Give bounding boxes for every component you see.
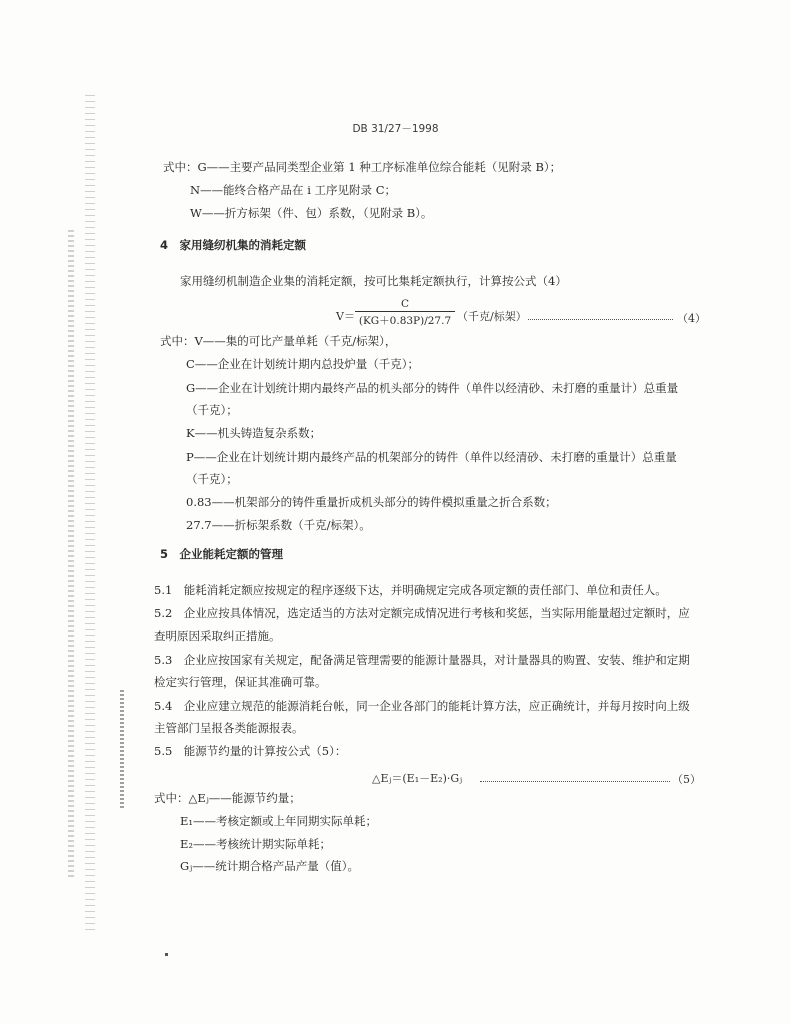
formula-definition-line: W——折方标架（件、包）系数，（见附录 B）。 xyxy=(190,206,433,220)
section-heading: 4 家用缝纫机集的消耗定额 xyxy=(160,238,307,252)
formula-definition-line: E₁——考核定额或上年同期实际单耗； xyxy=(180,814,378,828)
formula-expression: △Eⱼ＝(E₁－E₂)·Gⱼ xyxy=(372,772,463,785)
formula-definition-line: （千克）； xyxy=(186,472,238,486)
formula-unit: （千克/标架） xyxy=(457,310,527,323)
clause-line: 检定实行管理，保证其准确可靠。 xyxy=(154,675,327,689)
formula-denominator: (KG＋0.83P)/27.7 xyxy=(358,315,452,327)
scan-speck xyxy=(165,953,168,956)
binding-edge-noise xyxy=(85,95,95,935)
leader-dots xyxy=(480,780,670,782)
clause-line: 5.3 企业应按国家有关规定，配备满足管理需要的能源计量器具，对计量器具的购置、安装、维护和定期 xyxy=(154,653,690,667)
clause-line: 5.1 能耗消耗定额应按规定的程序逐级下达，并明确规定完成各项定额的责任部门、单位和责任人。 xyxy=(154,583,667,597)
paragraph: 家用缝纫机制造企业集的消耗定额，按可比集耗定额执行，计算按公式（4） xyxy=(180,274,567,288)
formula-definition-line: （千克）； xyxy=(186,403,238,417)
formula-definition-line: 式中：G——主要产品同类型企业第 1 种工序标准单位综合能耗（见附录 B）； xyxy=(163,160,562,174)
formula-definition-line: G——企业在计划统计期内最终产品的机头部分的铸件（单件以经清砂、未打磨的重量计）总重量 xyxy=(186,381,679,395)
formula-definition-line: 0.83——机架部分的铸件重量折成机头部分的铸件模拟重量之折合系数； xyxy=(186,495,557,509)
clause-line: 查明原因采取纠正措施。 xyxy=(154,629,281,643)
formula-number: （4） xyxy=(677,312,706,325)
formula-definition-line: K——机头铸造复杂系数； xyxy=(186,426,322,440)
formula-lhs: V＝ xyxy=(336,310,355,323)
clause-line: 5.5 能源节约量的计算按公式（5）： xyxy=(154,744,347,758)
clause-line: 5.4 企业应建立规范的能源消耗台帐，同一企业各部门的能耗计算方法，应正确统计，并每月按时向上级 xyxy=(154,699,690,713)
binding-edge-noise xyxy=(120,690,124,810)
formula-definition-line: 27.7——折标架系数（千克/标架）。 xyxy=(186,518,371,532)
formula-number: （5） xyxy=(672,773,701,786)
formula-definition-line: N——能终合格产品在 i 工序见附录 C； xyxy=(190,183,397,197)
formula-definition-line: E₂——考核统计期实际单耗； xyxy=(180,837,332,851)
clause-line: 5.2 企业应按具体情况，选定适当的方法对定额完成情况进行考核和奖惩，当实际用能量超过定额时，应 xyxy=(154,606,690,620)
formula-definition-line: C——企业在计划统计期内总投炉量（千克）； xyxy=(186,357,420,371)
formula-numerator: C xyxy=(355,298,455,312)
binding-edge-noise xyxy=(68,230,74,880)
document-code-header: DB 31/27－1998 xyxy=(352,123,439,135)
formula-definition-line: P——企业在计划统计期内最终产品的机架部分的铸件（单件以经清砂、未打磨的重量计）总重量 xyxy=(186,450,677,464)
leader-dots xyxy=(528,318,673,320)
formula-fraction xyxy=(355,298,455,328)
clause-line: 主管部门呈报各类能源报表。 xyxy=(154,721,304,735)
section-heading: 5 企业能耗定额的管理 xyxy=(160,547,284,561)
formula-definition-line: 式中：V——集的可比产量单耗（千克/标架）， xyxy=(160,334,397,348)
formula-definition-line: 式中：△Eⱼ——能源节约量； xyxy=(154,791,301,805)
formula-definition-line: Gⱼ——统计期合格产品产量（值）。 xyxy=(180,859,359,873)
